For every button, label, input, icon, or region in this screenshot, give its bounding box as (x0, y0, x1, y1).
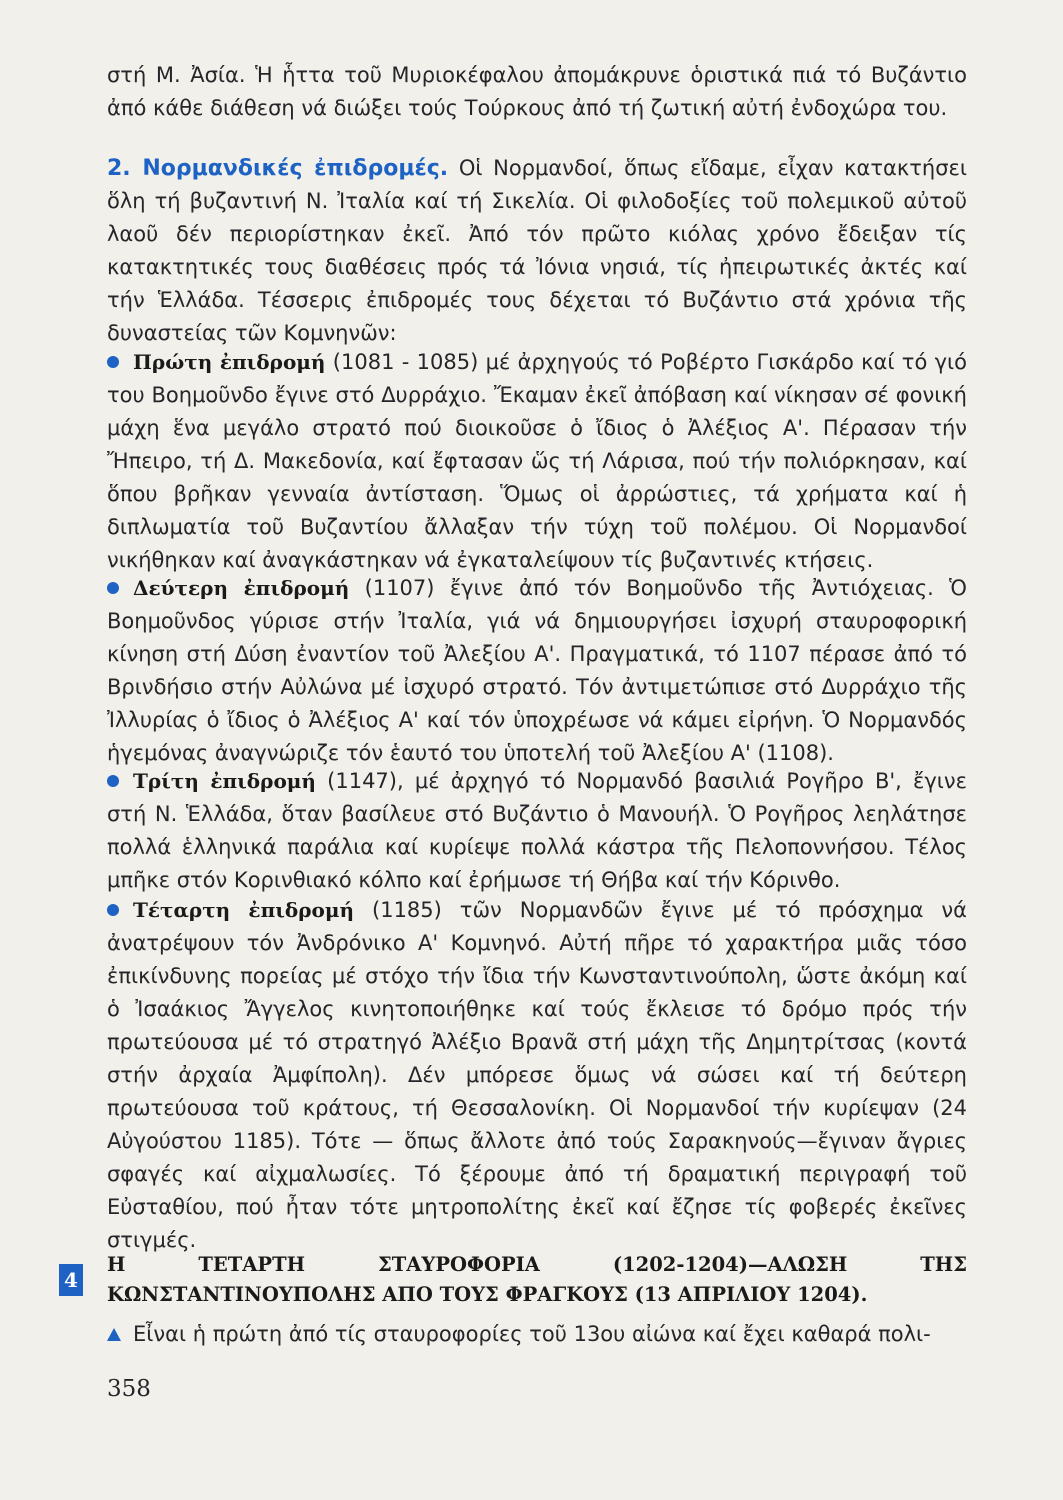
bullet-dot-icon (107, 356, 119, 368)
section-4-title: Η ΤΕΤΑΡΤΗ ΣΤΑΥΡΟΦΟΡΙΑ (1202-1204)—ΑΛΩΣΗ ΤΗΣ ΚΩΝΣΤΑΝΤΙΝΟΥΠΟΛΗΣ ΑΠΟ ΤΟΥΣ ΦΡΑΓΚΟΥΣ (13 ΑΠΡΙΛΙΟΥ 1204). (107, 1253, 967, 1306)
section-4-text: Εἶναι ἡ πρώτη ἀπό τίς σταυροφορίες τοῦ 13ου αἰώνα καί ἔχει καθαρά πολι- (133, 1322, 931, 1346)
raid-label: Δεύτερη ἐπιδρομή (133, 576, 350, 600)
raid-label: Τέταρτη ἐπιδρομή (133, 898, 355, 922)
section-2-paragraph (107, 152, 967, 350)
raid-text: (1147), μέ ἀρχηγό τό Νορμανδό βασιλιά Ρογῆρο Β', ἔγινε στή Ν. Ἑλλάδα, ὅταν βασίλευε στό Βυζάντιο ὁ Μανουήλ. Ὁ Ρογῆρος λεηλάτησε πολλά ἑλληνικά παράλια καί κυρίεψε πολλά κάστρα τῆς Πελοποννήσου. Τέλος μπῆκε στόν Κορινθιακό κόλπο καί ἐρήμωσε τή Θήβα καί τήν Κόρινθο. (107, 769, 967, 892)
section-number-badge: 4 (59, 1264, 83, 1296)
section-2-heading: 2. Νορμανδικές ἐπιδρομές. (107, 156, 449, 181)
intro-paragraph: στή Μ. Ἀσία. Ἡ ἧττα τοῦ Μυριοκέφαλου ἀπομάκρυνε ὁριστικά πιά τό Βυζάντιο ἀπό κάθε διάθεση νά διώξει τούς Τούρκους ἀπό τή ζωτική αὐτή ἐνδοχώρα του. (107, 63, 967, 120)
raid-item-1 (107, 346, 967, 577)
raid-text: (1107) ἔγινε ἀπό τόν Βοημοῦνδο τῆς Ἀντιόχειας. Ὁ Βοημοῦνδος γύρισε στήν Ἰταλία, γιά νά δημιουργήσει ἰσχυρή σταυροφορική κίνηση στή Δύση ἐναντίον τοῦ Ἀλεξίου Α'. Πραγματικά, τό 1107 πέρασε ἀπό τό Βρινδήσιο στήν Αὐλώνα μέ ἰσχυρό στρατό. Τόν ἀντιμετώπισε στό Δυρράχιο τῆς Ἰλλυρίας ὁ ἴδιος ὁ Ἀλέξιος Α' καί τόν ὑποχρέωσε νά κάμει εἰρήνη. Ὁ Νορμανδός ἡγεμόνας ἀναγνώριζε τόν ἑαυτό του ὑποτελή τοῦ Ἀλεξίου Α' (1108). (107, 576, 967, 765)
bullet-dot-icon (107, 582, 119, 594)
raid-text: (1185) τῶν Νορμανδῶν ἔγινε μέ τό πρόσχημα νά ἀνατρέψουν τόν Ἀνδρόνικο Α' Κομνηνό. Αὐτή πῆρε τό χαρακτήρα μιᾶς τόσο ἐπικίνδυνης πορείας μέ στόχο τήν ἴδια τήν Κωνσταντινούπολη, ὥστε ἀκόμη καί ὁ Ἰσαάκιος Ἄγγελος κινητοποιήθηκε καί τούς ἔκλεισε τό δρόμο πρός τήν πρωτεύουσα μέ τό στρατηγό Ἀλέξιο Βρανᾶ στή μάχη τῆς Δημητρίτσας (κοντά στήν ἀρχαία Ἀμφίπολη). Δέν μπόρεσε ὅμως νά σώσει καί τή δεύτερη πρωτεύουσα τοῦ κράτους, τή Θεσσαλονίκη. Οἱ Νορμανδοί τήν κυρίεψαν (24 Αὐγούστου 1185). Τότε — ὅπως ἄλλοτε ἀπό τούς Σαρακηνούς—ἔγιναν ἄγριες σφαγές καί αἰχμαλωσίες. Τό ξέρουμε ἀπό τή δραματική περιγραφή τοῦ Εὐσταθίου, πού ἦταν τότε μητροπολίτης ἐκεῖ καί ἔζησε τίς φοβερές ἐκεῖνες στιγμές. (107, 898, 967, 1252)
page-number: 358 (107, 1376, 151, 1402)
raid-item-2 (107, 572, 967, 770)
section-4-first-paragraph (107, 1318, 967, 1351)
raid-text: (1081 - 1085) μέ ἀρχηγούς τό Ροβέρτο Γισκάρδο καί τό γιό του Βοημοῦνδο ἔγινε στό Δυρράχιο. Ἔκαμαν ἐκεῖ ἀπόβαση καί νίκησαν σέ φονική μάχη ἕνα μεγάλο στρατό πού διοικοῦσε ὁ ἴδιος ὁ Ἀλέξιος Α'. Πέρασαν τήν Ἤπειρο, τή Δ. Μακεδονία, καί ἔφτασαν ὥς τή Λάρισα, πού τήν πολιόρκησαν, καί ὅπου βρῆκαν γενναία ἀντίσταση. Ὅμως οἱ ἀρρώστιες, τά χρήματα καί ἡ διπλωματία τοῦ Βυζαντίου ἄλλαξαν τήν τύχη τοῦ πολέμου. Οἱ Νορμανδοί νικήθηκαν καί ἀναγκάστηκαν νά ἐγκαταλείψουν τίς βυζαντινές κτήσεις. (107, 350, 967, 572)
raid-item-4 (107, 894, 967, 1257)
section-2-text: Οἱ Νορμανδοί, ὅπως εἴδαμε, εἶχαν κατακτήσει ὅλη τή βυζαντινή Ν. Ἰταλία καί τή Σικελία. Οἱ φιλοδοξίες τοῦ πολεμικοῦ αὐτοῦ λαοῦ δέν περιορίστηκαν ἐκεῖ. Ἀπό τόν πρῶτο κιόλας χρόνο ἔδειξαν τίς κατακτητικές τους διαθέσεις πρός τά Ἰόνια νησιά, τίς ἠπειρωτικές ἀκτές καί τήν Ἑλλάδα. Τέσσερις ἐπιδρομές τους δέχεται τό Βυζάντιο στά χρόνια τῆς δυναστείας τῶν Κομνηνῶν: (107, 156, 967, 345)
raid-item-3 (107, 765, 967, 897)
raid-label: Πρώτη ἐπιδρομή (133, 350, 326, 374)
bullet-dot-icon (107, 775, 119, 787)
bullet-dot-icon (107, 904, 119, 916)
raid-label: Τρίτη ἐπιδρομή (133, 769, 316, 793)
triangle-bullet-icon (107, 1328, 121, 1341)
